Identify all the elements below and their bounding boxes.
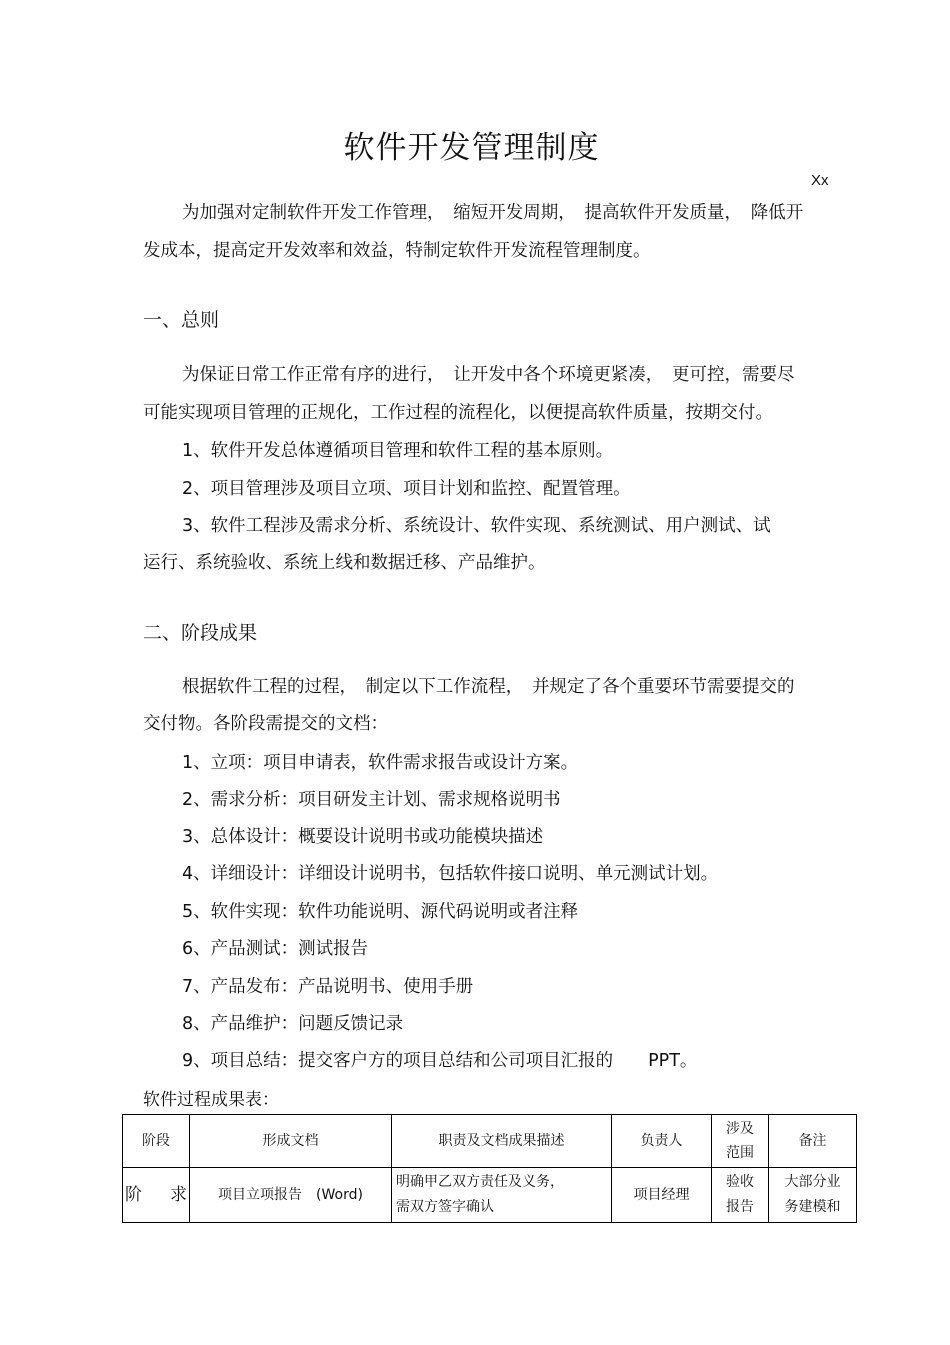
- general-item-2: 2、项目管理涉及项目立项、项目计划和监控、配置管理。: [182, 479, 631, 499]
- phase-item: 8、产品维护：问题反馈记录: [182, 1014, 404, 1034]
- general-item-3-line-2: 运行、系统验收、系统上线和数据迁移、产品维护。: [143, 553, 546, 573]
- header-description: 职责及文档成果描述: [392, 1115, 612, 1168]
- phase-item: 2、需求分析：项目研发主计划、需求规格说明书: [182, 790, 561, 810]
- cell-note-line-1: 大部分业: [784, 1174, 841, 1190]
- cell-stage-part-2: 求: [170, 1184, 187, 1205]
- header-stage: 阶段: [123, 1115, 190, 1168]
- cell-stage: [123, 1168, 190, 1223]
- cell-description-line-2: 需双方签字确认: [396, 1199, 494, 1215]
- cell-document: 项目立项报告 (Word): [190, 1168, 392, 1223]
- phase-item: 7、产品发布：产品说明书、使用手册: [182, 977, 474, 997]
- table-header-row: [123, 1115, 857, 1168]
- cell-owner: 项目经理: [612, 1168, 712, 1223]
- author-label: Xx: [811, 172, 829, 189]
- intro-line-1: 为加强对定制软件开发工作管理， 缩短开发周期， 提高软件开发质量， 降低开: [182, 203, 804, 223]
- section-heading-phases: 二、阶段成果: [143, 622, 258, 644]
- table-caption: 软件过程成果表：: [143, 1090, 279, 1110]
- general-item-1: 1、软件开发总体遵循项目管理和软件工程的基本原则。: [182, 441, 614, 461]
- cell-stage-part-1: 阶: [125, 1184, 142, 1205]
- cell-description-line-1: 明确甲乙双方责任及义务，: [396, 1174, 564, 1190]
- header-owner: 负责人: [612, 1115, 712, 1168]
- cell-description: [392, 1168, 612, 1223]
- intro-line-2: 发成本，提高定开发效率和效益，特制定软件开发流程管理制度。: [143, 241, 651, 261]
- phase-item: 9、项目总结：提交客户方的项目总结和公司项目汇报的 PPT。: [182, 1051, 698, 1071]
- general-para-line-1: 为保证日常工作正常有序的进行， 让开发中各个环境更紧凑， 更可控，需要尽: [182, 365, 795, 385]
- cell-note: [769, 1168, 857, 1223]
- phase-item: 1、立项：项目申请表，软件需求报告或设计方案。: [182, 753, 579, 773]
- results-table: [122, 1114, 857, 1223]
- general-item-3-line-1: 3、软件工程涉及需求分析、系统设计、软件实现、系统测试、用户测试、试: [182, 516, 771, 536]
- phase-item: 6、产品测试：测试报告: [182, 939, 369, 959]
- section-heading-general: 一、总则: [143, 309, 220, 331]
- cell-scope-line-2: 报告: [726, 1199, 754, 1215]
- phase-item: 5、软件实现：软件功能说明、源代码说明或者注释: [182, 902, 579, 922]
- cell-scope-line-1: 验收: [726, 1174, 754, 1190]
- phase-item: 3、总体设计：概要设计说明书或功能模块描述: [182, 827, 544, 847]
- general-para-line-2: 可能实现项目管理的正规化，工作过程的流程化，以便提高软件质量，按期交付。: [143, 403, 773, 423]
- phases-para-line-1: 根据软件工程的过程， 制定以下工作流程， 并规定了各个重要环节需要提交的: [182, 677, 795, 697]
- header-note: 备注: [769, 1115, 857, 1168]
- cell-note-line-2: 务建模和: [784, 1199, 841, 1215]
- phases-para-line-2: 交付物。各阶段需提交的文档：: [143, 714, 388, 734]
- cell-scope: [712, 1168, 769, 1223]
- header-scope: 涉及 范围: [712, 1115, 769, 1168]
- table-row: [123, 1168, 857, 1223]
- phase-item: 4、详细设计：详细设计说明书，包括软件接口说明、单元测试计划。: [182, 864, 719, 884]
- document-title: 软件开发管理制度: [343, 130, 600, 166]
- header-document: 形成文档: [190, 1115, 392, 1168]
